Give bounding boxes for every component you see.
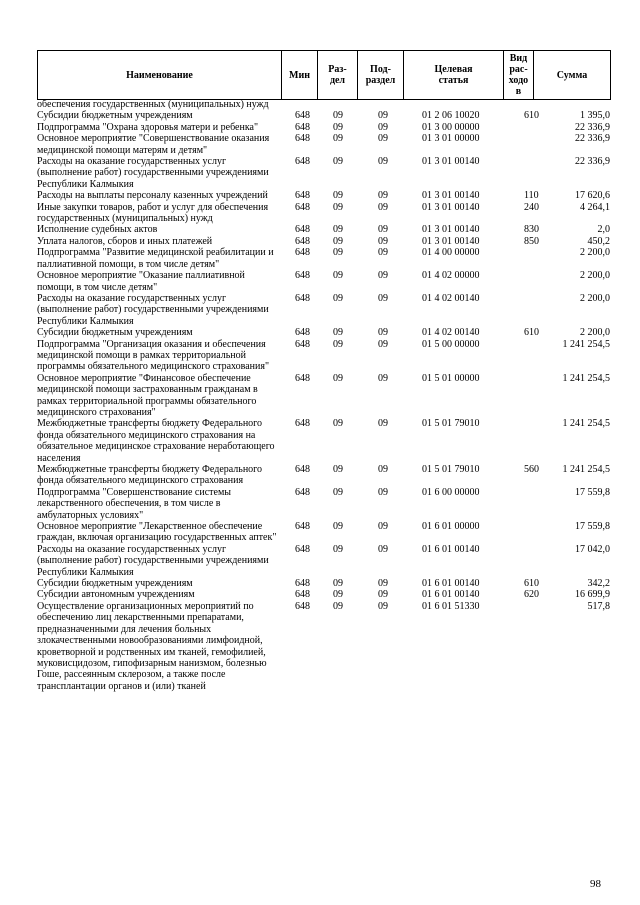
row-name: Субсидии автономным учреждениям (37, 589, 195, 601)
row-name: Подпрограмма "Организация оказания и обеспечения медицинской помощи в рамках территориальной программы обязательного медицинского страхования" (37, 338, 270, 373)
row-sum: 17 559,8 (575, 521, 610, 533)
table-row (37, 293, 610, 327)
row-min: 648 (295, 600, 310, 612)
row-sum: 1 241 254,5 (562, 464, 610, 475)
row-sum: 450,2 (587, 235, 610, 247)
header-summa: Сумма (534, 51, 611, 100)
row-min: 648 (295, 292, 310, 304)
row-vid: 560 (524, 464, 539, 475)
row-vid: 620 (524, 589, 539, 601)
row-min: 648 (295, 133, 310, 145)
row-podrazdel: 09 (378, 224, 388, 236)
row-vid: 610 (524, 327, 539, 339)
row-razdel: 09 (333, 110, 343, 122)
row-celevaya: 01 3 01 00140 (422, 201, 480, 213)
row-razdel: 09 (333, 156, 343, 168)
row-sum: 4 264,1 (580, 201, 610, 213)
row-name: Субсидии бюджетным учреждениям (37, 578, 193, 590)
row-celevaya: 01 3 01 00140 (422, 224, 480, 236)
table-row (37, 156, 610, 190)
row-razdel: 09 (333, 521, 343, 533)
header-razdel: Раз- дел (318, 51, 358, 100)
row-min: 648 (295, 486, 310, 498)
row-sum: 1 241 254,5 (562, 418, 610, 430)
row-podrazdel: 09 (378, 235, 388, 247)
row-razdel: 09 (333, 292, 343, 304)
row-podrazdel: 09 (378, 327, 388, 339)
row-name: Межбюджетные трансферты бюджету Федерального фонда обязательного медицинского страхования (37, 464, 263, 487)
row-name: Основное мероприятие "Совершенствование оказания медицинской помощи матерям и детям" (37, 133, 270, 156)
row-sum: 17 559,8 (575, 486, 610, 498)
row-celevaya: 01 3 01 00000 (422, 133, 480, 145)
row-name: Исполнение судебных актов (37, 224, 158, 236)
row-min: 648 (295, 543, 310, 555)
row-name: Подпрограмма "Совершенствование системы лекарственного обеспечения, в том числе в амбулаторных условиях" (37, 486, 231, 521)
row-name: Осуществление организационных мероприятий по обеспечению лиц лекарственными препаратами, предназначенными для лечения больных злокачественными новообразованиями лимфоидной, кроветворной и родственных им тканей, гемофилией, муковисцидозом, гипофизарным нанизмом, болезнью Гоше, рассеянным склерозом, а также после трансплантации органов и (или) тканей (37, 600, 267, 692)
row-celevaya: 01 2 06 10020 (422, 110, 480, 122)
row-min: 648 (295, 110, 310, 122)
row-celevaya: 01 4 02 00140 (422, 292, 480, 304)
row-sum: 17 620,6 (575, 190, 610, 202)
row-name: Межбюджетные трансферты бюджету Федерального фонда обязательного медицинского страхования на обязательное медицинское страхование неработающего населения (37, 418, 275, 464)
row-celevaya: 01 4 02 00000 (422, 270, 480, 282)
row-min: 648 (295, 578, 310, 590)
row-name: Расходы на оказание государственных услуг (выполнение работ) государственными учреждениями Республики Калмыкия (37, 292, 269, 327)
row-name: Расходы на выплаты персоналу казенных учреждений (37, 190, 268, 202)
row-celevaya: 01 6 00 00000 (422, 486, 480, 498)
row-podrazdel: 09 (378, 247, 388, 259)
row-celevaya: 01 5 01 00000 (422, 372, 480, 384)
table-row (37, 122, 610, 133)
row-podrazdel: 09 (378, 133, 388, 145)
row-sum: 1 241 254,5 (562, 372, 610, 384)
row-min: 648 (295, 235, 310, 247)
row-vid: 240 (524, 201, 539, 213)
row-vid: 110 (524, 190, 539, 202)
row-razdel: 09 (333, 224, 343, 236)
table-row (37, 270, 610, 293)
row-name: Расходы на оказание государственных услуг (выполнение работ) государственными учреждениями Республики Калмыкия (37, 156, 269, 190)
row-sum: 2 200,0 (580, 247, 610, 259)
table-row (37, 373, 610, 419)
row-podrazdel: 09 (378, 121, 388, 133)
row-podrazdel: 09 (378, 292, 388, 304)
row-min: 648 (295, 247, 310, 259)
row-min: 648 (295, 156, 310, 168)
row-razdel: 09 (333, 543, 343, 555)
row-min: 648 (295, 224, 310, 236)
header-podrazdel: Под- раздел (358, 51, 404, 100)
table-row (37, 99, 610, 110)
row-razdel: 09 (333, 578, 343, 590)
row-podrazdel: 09 (378, 486, 388, 498)
row-celevaya: 01 5 01 79010 (422, 418, 480, 430)
row-podrazdel: 09 (378, 201, 388, 213)
row-min: 648 (295, 589, 310, 601)
row-sum: 16 699,9 (575, 589, 610, 601)
row-podrazdel: 09 (378, 372, 388, 384)
row-min: 648 (295, 121, 310, 133)
row-celevaya: 01 5 00 00000 (422, 338, 480, 350)
row-podrazdel: 09 (378, 521, 388, 533)
row-razdel: 09 (333, 327, 343, 339)
row-celevaya: 01 6 01 00140 (422, 543, 480, 555)
row-razdel: 09 (333, 190, 343, 202)
table-row (37, 544, 610, 578)
row-podrazdel: 09 (378, 464, 388, 475)
table-row (37, 202, 610, 225)
row-razdel: 09 (333, 201, 343, 213)
row-podrazdel: 09 (378, 578, 388, 590)
row-celevaya: 01 3 00 00000 (422, 121, 480, 133)
row-sum: 17 042,0 (575, 543, 610, 555)
table-row (37, 589, 610, 600)
row-sum: 342,2 (587, 578, 610, 590)
row-razdel: 09 (333, 121, 343, 133)
row-sum: 22 336,9 (575, 121, 610, 133)
row-vid: 610 (524, 578, 539, 590)
row-sum: 2 200,0 (580, 327, 610, 339)
row-razdel: 09 (333, 133, 343, 145)
row-name: Иные закупки товаров, работ и услуг для обеспечения государственных (муниципальных) нужд (37, 201, 269, 225)
row-sum: 22 336,9 (575, 156, 610, 168)
row-podrazdel: 09 (378, 190, 388, 202)
row-sum: 2,0 (597, 224, 610, 236)
row-razdel: 09 (333, 418, 343, 430)
row-celevaya: 01 3 01 00140 (422, 190, 480, 202)
row-min: 648 (295, 521, 310, 533)
row-name: Подпрограмма "Охрана здоровья матери и ребенка" (37, 121, 259, 133)
table-row (37, 601, 610, 692)
row-razdel: 09 (333, 247, 343, 259)
row-vid: 850 (524, 235, 539, 247)
table-row (37, 247, 610, 270)
row-celevaya: 01 4 02 00140 (422, 327, 480, 339)
row-podrazdel: 09 (378, 110, 388, 122)
table-row (37, 327, 610, 338)
row-razdel: 09 (333, 600, 343, 612)
row-podrazdel: 09 (378, 543, 388, 555)
row-min: 648 (295, 418, 310, 430)
row-vid: 610 (524, 110, 539, 122)
row-podrazdel: 09 (378, 589, 388, 601)
row-name: Уплата налогов, сборов и иных платежей (37, 235, 213, 247)
row-name: Основное мероприятие "Финансовое обеспечение медицинской помощи застрахованным гражданам в рамках территориальной программы обязательного медицинского страхования" (37, 372, 258, 418)
row-celevaya: 01 4 00 00000 (422, 247, 480, 259)
row-name: Основное мероприятие "Оказание паллиативной помощи, в том числе детям" (37, 270, 245, 293)
row-min: 648 (295, 372, 310, 384)
row-min: 648 (295, 190, 310, 202)
page-number: 98 (590, 878, 601, 890)
row-sum: 2 200,0 (580, 270, 610, 282)
table-row (37, 487, 610, 521)
row-name: Расходы на оказание государственных услуг (выполнение работ) государственными учреждениями Республики Калмыкия (37, 543, 269, 578)
table-body (37, 99, 610, 692)
row-vid: 830 (524, 224, 539, 236)
header-celevaya: Целевая статья (404, 51, 504, 100)
row-podrazdel: 09 (378, 270, 388, 282)
row-name: Основное мероприятие "Лекарственное обеспечение граждан, включая организацию государственных аптек" (37, 521, 277, 544)
table-row (37, 110, 610, 121)
header-name: Наименование (38, 51, 282, 100)
row-sum: 517,8 (587, 600, 610, 612)
row-celevaya: 01 6 01 51330 (422, 600, 480, 612)
row-razdel: 09 (333, 589, 343, 601)
row-podrazdel: 09 (378, 418, 388, 430)
row-celevaya: 01 5 01 79010 (422, 464, 480, 475)
header-vid: Вид рас- ходо в (504, 51, 534, 100)
row-razdel: 09 (333, 338, 343, 350)
table-row (37, 418, 610, 464)
row-min: 648 (295, 201, 310, 213)
row-min: 648 (295, 327, 310, 339)
row-celevaya: 01 3 01 00140 (422, 235, 480, 247)
row-name: Подпрограмма "Развитие медицинской реабилитации и паллиативной помощи, в том числе детям" (37, 247, 274, 270)
row-min: 648 (295, 464, 310, 475)
table-row (37, 236, 610, 247)
row-min: 648 (295, 338, 310, 350)
row-name: Субсидии бюджетным учреждениям (37, 327, 193, 339)
row-sum: 22 336,9 (575, 133, 610, 145)
row-podrazdel: 09 (378, 600, 388, 612)
row-name: Субсидии бюджетным учреждениям (37, 110, 193, 122)
row-min: 648 (295, 270, 310, 282)
table-header (37, 50, 611, 100)
row-razdel: 09 (333, 235, 343, 247)
row-celevaya: 01 6 01 00000 (422, 521, 480, 533)
row-celevaya: 01 6 01 00140 (422, 578, 480, 590)
row-sum: 1 241 254,5 (562, 338, 610, 350)
row-razdel: 09 (333, 372, 343, 384)
row-razdel: 09 (333, 486, 343, 498)
table-row (37, 133, 610, 156)
row-podrazdel: 09 (378, 156, 388, 168)
table-row (37, 339, 610, 373)
row-razdel: 09 (333, 270, 343, 282)
table-row (37, 190, 610, 201)
table-row (37, 521, 610, 544)
header-min: Мин (282, 51, 318, 100)
row-sum: 2 200,0 (580, 292, 610, 304)
row-sum: 1 395,0 (580, 110, 610, 122)
table-row (37, 224, 610, 235)
row-name: обеспечения государственных (муниципальных) нужд (37, 99, 269, 110)
table-row (37, 464, 610, 487)
row-celevaya: 01 3 01 00140 (422, 156, 480, 168)
table-row (37, 578, 610, 589)
row-celevaya: 01 6 01 00140 (422, 589, 480, 601)
row-podrazdel: 09 (378, 338, 388, 350)
row-razdel: 09 (333, 464, 343, 475)
